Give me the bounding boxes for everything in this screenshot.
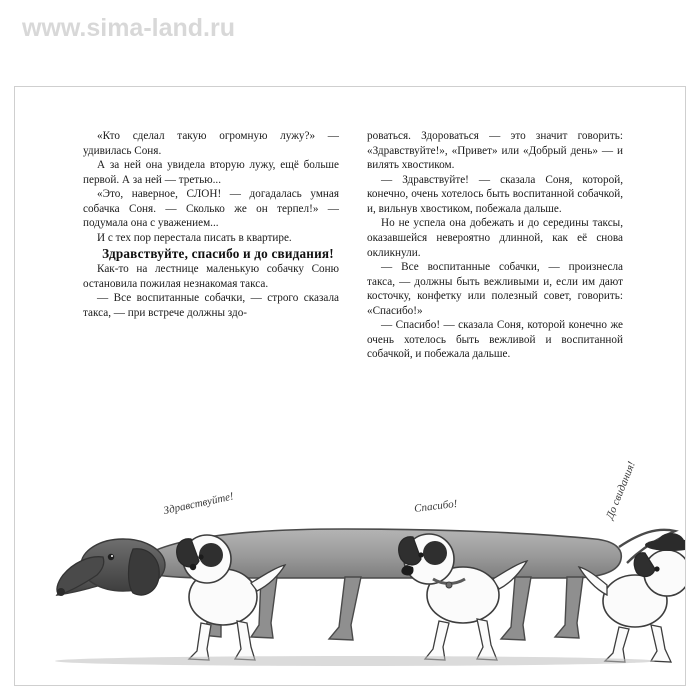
paragraph: И с тех пор перестала писать в квартире.	[97, 231, 292, 244]
dachshund	[57, 529, 675, 640]
illustration	[15, 387, 685, 685]
speech-bubble-goodbye: До свидания!	[603, 459, 638, 521]
dogs-drawing	[15, 387, 685, 685]
watermark: www.sima-land.ru	[22, 14, 236, 42]
left-column	[83, 129, 339, 362]
paragraph: — Все воспитанные собачки, — строго сказала такса, — при встрече должны здо-	[83, 292, 339, 319]
paragraph: — Все воспитанные собачки, — произнесла такса, — должны быть вежливыми и, если им дают косточку, конфетку или полезный совет, говорить: «Спасибо!»	[367, 261, 623, 317]
book-page	[14, 86, 686, 686]
paragraph: роваться. Здороваться — это значит говорить: «Здравствуйте!», «Привет» или «Добрый день» — и вилять хвостиком.	[367, 130, 623, 172]
text-columns	[83, 129, 623, 362]
paragraph: Но не успела она добежать и до середины таксы, оказавшейся невероятно длинной, как её снова окликнули.	[367, 217, 623, 259]
paragraph: Как-то на лестнице маленькую собачку Соню остановила пожилая незнакомая такса.	[83, 263, 339, 290]
paragraph: «Кто сделал такую огромную лужу?» — удивилась Соня.	[83, 130, 339, 157]
paragraph: «Это, наверное, СЛОН! — догадалась умная собачка Соня. — Сколько же он терпел!» — подумала она с уважением...	[83, 188, 339, 230]
right-column	[367, 129, 623, 362]
speech-bubble-thanks: Спасибо!	[413, 497, 458, 515]
paragraph: А за ней она увидела вторую лужу, ещё больше первой. А за ней — третью...	[83, 159, 339, 186]
section-title: Здравствуйте, спасибо и до свидания!	[102, 245, 334, 261]
paragraph: — Здравствуйте! — сказала Соня, которой, конечно, очень хотелось быть воспитанной собачкой, и, вильнув хвостиком, побежала дальше.	[367, 173, 623, 215]
paragraph: — Спасибо! — сказала Соня, которой конечно же очень хотелось быть вежливой и воспитанной собачкой, и побежала дальше.	[367, 319, 623, 361]
speech-bubble-hello: Здравствуйте!	[162, 490, 235, 517]
